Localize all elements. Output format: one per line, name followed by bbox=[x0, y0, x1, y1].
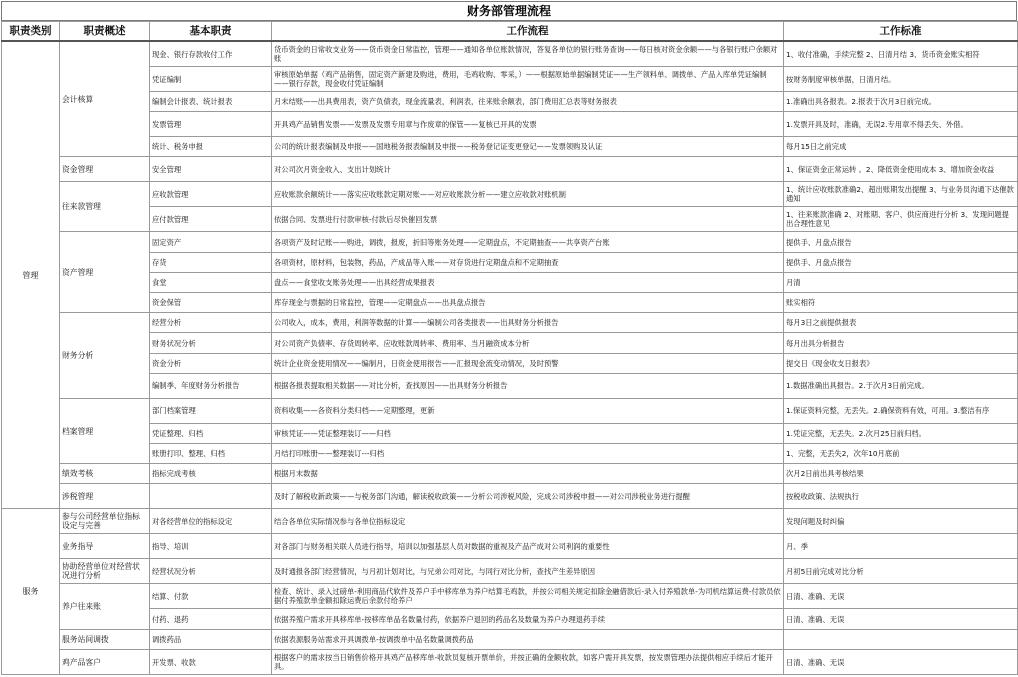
overview-cell: 会计核算 bbox=[60, 41, 150, 157]
standard-cell: 1、保证资金正常运转 。2、降低资金使用成本 3、增加资金收益 bbox=[784, 157, 1018, 182]
overview-cell: 绩效考核 bbox=[60, 464, 150, 484]
standard-cell: 1、往来账款准确 2、对账期、客户、供应商进行分析 3、发现问题提出合理性意见 bbox=[784, 207, 1018, 232]
table-row bbox=[2, 423, 1018, 443]
table-row bbox=[2, 272, 1018, 292]
overview-cell: 财务分析 bbox=[60, 313, 150, 399]
flow-cell: 库存现金与票据的日常监控，管理——定期盘点——出具盘点报告 bbox=[272, 293, 784, 313]
standard-cell: 按税收政策、法规执行 bbox=[784, 484, 1018, 509]
table-row bbox=[2, 464, 1018, 484]
duty-cell: 资金保管 bbox=[150, 293, 272, 313]
duty-cell: 应收款管理 bbox=[150, 182, 272, 207]
table-row bbox=[2, 157, 1018, 182]
standard-cell: 次月2日前出具考核结果 bbox=[784, 464, 1018, 484]
header-category: 职责类别 bbox=[2, 22, 60, 42]
duty-cell: 资金分析 bbox=[150, 353, 272, 373]
flow-cell: 依据表源服务站需求开具调拨单-按调拨单中品名数量调拨药品 bbox=[272, 629, 784, 649]
standard-cell: 日清、准确、无误 bbox=[784, 650, 1018, 675]
table-row bbox=[2, 333, 1018, 353]
duty-cell: 应付款管理 bbox=[150, 207, 272, 232]
flow-cell: 月结打印账册——整理装订---归档 bbox=[272, 444, 784, 464]
flow-cell: 审核凭证——凭证整理装订——归档 bbox=[272, 423, 784, 443]
duty-cell: 发票管理 bbox=[150, 112, 272, 137]
standard-cell: 提供手、月盘点报告 bbox=[784, 232, 1018, 252]
table-row bbox=[2, 41, 1018, 67]
flow-cell: 对各部门与财务相关联人员进行指导，培训以加强基层人员对数据的重视及产品产成对公司利润的重要性 bbox=[272, 534, 784, 559]
table-row bbox=[2, 609, 1018, 629]
table-row bbox=[2, 313, 1018, 333]
duty-cell: 凭证编制 bbox=[150, 67, 272, 92]
flow-cell: 公司的统计报表编制及申报——国地税务报表编制及申报——税务登记证变更登记——发票领购及认证 bbox=[272, 137, 784, 157]
table-row bbox=[2, 112, 1018, 137]
table-row bbox=[2, 559, 1018, 584]
flow-cell: 根据月末数据 bbox=[272, 464, 784, 484]
flow-cell: 结合各单位实际情况参与各单位指标设定 bbox=[272, 509, 784, 534]
standard-cell: 月、季 bbox=[784, 534, 1018, 559]
standard-cell: 日清、准确、无误 bbox=[784, 609, 1018, 629]
overview-cell: 涉税管理 bbox=[60, 484, 150, 509]
duty-cell: 编制季、年度财务分析报告 bbox=[150, 373, 272, 398]
flow-cell: 货币资金的日常收支业务——货币资金日常监控，管理——通知各单位账款情况，答复各单位的银行账务查询——每日核对资金余额——与各银行账户余额对账 bbox=[272, 41, 784, 67]
duty-cell: 指标完成考核 bbox=[150, 464, 272, 484]
category-cell: 服务 bbox=[2, 509, 60, 675]
flow-cell: 公司收入，成本，费用，利润等数据的计算——编制公司各类报表——出具财务分析报告 bbox=[272, 313, 784, 333]
flow-cell: 对公司资产负债率、存货周转率、应收账款周转率、费用率、当月融资成本分析 bbox=[272, 333, 784, 353]
standard-cell: 每月15日之前完成 bbox=[784, 137, 1018, 157]
sheet-title: 财务部管理流程 bbox=[1, 1, 1017, 21]
duty-cell: 对各经营单位的指标设定 bbox=[150, 509, 272, 534]
standard-cell: 1、完整，无丢失2，次年10月底前 bbox=[784, 444, 1018, 464]
duty-cell: 付药、退药 bbox=[150, 609, 272, 629]
overview-cell: 往来款管理 bbox=[60, 182, 150, 232]
duty-cell: 编制会计报表、统计报表 bbox=[150, 92, 272, 112]
standard-cell: 1.凭证完整，无丢失。2.次月25日前归档。 bbox=[784, 423, 1018, 443]
table-row bbox=[2, 293, 1018, 313]
category-cell: 管理 bbox=[2, 41, 60, 509]
flow-cell: 依据养殖户需求开具移库单-按移库单品名数量付药，依据养户退回的药品名及数量为养户办理退药手续 bbox=[272, 609, 784, 629]
flow-cell: 资料收集——各资料分类归档——定期整理，更新 bbox=[272, 398, 784, 423]
duty-cell: 凭证整理、归档 bbox=[150, 423, 272, 443]
standard-cell: 1、统计应收账款准确2、超出账期发出提醒 3、与业务员沟通下达催款通知 bbox=[784, 182, 1018, 207]
flow-cell: 开具鸡产品销售发票——发票及发票专用章与作废章的保管——复核已开具的发票 bbox=[272, 112, 784, 137]
table-row bbox=[2, 252, 1018, 272]
flow-cell: 统计企业资金使用情况——编制月，日资金使用报告——汇报现金流变动情况，及时预警 bbox=[272, 353, 784, 373]
header-flow: 工作流程 bbox=[272, 22, 784, 42]
overview-cell: 业务指导 bbox=[60, 534, 150, 559]
standard-cell: 月初5日前完成对比分析 bbox=[784, 559, 1018, 584]
table-row bbox=[2, 650, 1018, 675]
overview-cell: 鸡产品客户 bbox=[60, 650, 150, 675]
standard-cell: 发现问题及时纠偏 bbox=[784, 509, 1018, 534]
duty-cell: 账册打印、整理、归档 bbox=[150, 444, 272, 464]
flow-cell: 及时通报各部门经营情况，与月初计划对比，与兄弟公司对比，与同行对比分析，查找产生差异原因 bbox=[272, 559, 784, 584]
standard-cell: 账实相符 bbox=[784, 293, 1018, 313]
table-row bbox=[2, 373, 1018, 398]
flow-cell: 根据各报表提取相关数据——对比分析，查找原因——出具财务分析报告 bbox=[272, 373, 784, 398]
overview-cell: 服务站间调拨 bbox=[60, 629, 150, 649]
flow-cell: 检查、统计、录入过磅单-利用商品代软件及养户手中移库单为养户结算毛鸡款，并按公司相关规定扣除金融借款后-录入付养殖款单-为司机结算运费-付款员依据付养殖款单金额扣除运费后余款付给养户 bbox=[272, 584, 784, 609]
standard-cell bbox=[784, 629, 1018, 649]
header-row bbox=[2, 22, 1018, 42]
standard-cell: 月清 bbox=[784, 272, 1018, 292]
duty-cell: 食堂 bbox=[150, 272, 272, 292]
standard-cell: 1、收付准确，手续完整 2、日清月结 3、货币资金账实相符 bbox=[784, 41, 1018, 67]
flow-cell: 及时了解税收新政策——与税务部门沟通，解读税收政策——分析公司涉税风险，完成公司涉税申报——对公司涉税业务进行提醒 bbox=[272, 484, 784, 509]
table-row bbox=[2, 584, 1018, 609]
standard-cell: 每月出具分析报告 bbox=[784, 333, 1018, 353]
spreadsheet bbox=[1, 1, 1017, 675]
table-row bbox=[2, 353, 1018, 373]
standard-cell: 1.发票开具及时，准确，无误2.专用章不得丢失、外借。 bbox=[784, 112, 1018, 137]
header-duty: 基本职责 bbox=[150, 22, 272, 42]
flow-cell: 根据客户的需求按当日销售价格开具鸡产品移库单-收款员复核开票单价，并按正确的金额收款，如客户需开具发票，按发票管理办法提供相应手续后才能开具。 bbox=[272, 650, 784, 675]
table-row bbox=[2, 207, 1018, 232]
duty-cell: 部门档案管理 bbox=[150, 398, 272, 423]
header-overview: 职责概述 bbox=[60, 22, 150, 42]
standard-cell: 日清、准确、无误 bbox=[784, 584, 1018, 609]
flow-cell: 应收账款余额统计——落实应收账款定期对账——对应收账款分析——建立应收款对账机制 bbox=[272, 182, 784, 207]
duty-cell bbox=[150, 484, 272, 509]
standard-cell: 按财务制度审核单据，日清月结。 bbox=[784, 67, 1018, 92]
flow-cell: 盘点——食堂收支账务处理——出具经营成果报表 bbox=[272, 272, 784, 292]
overview-cell: 协助经营单位对经营状况进行分析 bbox=[60, 559, 150, 584]
standard-cell: 1.准确出具各报表。2.报表于次月3日前完成。 bbox=[784, 92, 1018, 112]
duty-cell: 结算、付款 bbox=[150, 584, 272, 609]
duty-cell: 安全管理 bbox=[150, 157, 272, 182]
flow-cell: 各项资产及时记账——购进，调拨，报废，折旧等账务处理——定期盘点，不定期抽查——共享资产台账 bbox=[272, 232, 784, 252]
table-row bbox=[2, 444, 1018, 464]
table-row bbox=[2, 137, 1018, 157]
duty-cell: 指导、培训 bbox=[150, 534, 272, 559]
overview-cell: 资产管理 bbox=[60, 232, 150, 313]
standard-cell: 1.数据准确出具报告。2.于次月3日前完成。 bbox=[784, 373, 1018, 398]
duty-cell: 财务状况分析 bbox=[150, 333, 272, 353]
table-row bbox=[2, 398, 1018, 423]
flow-cell: 对公司次月资金收入、支出计划统计 bbox=[272, 157, 784, 182]
flow-cell: 依据合同、发票进行付款审核-付款后尽快催回发票 bbox=[272, 207, 784, 232]
table-row bbox=[2, 182, 1018, 207]
table-row bbox=[2, 92, 1018, 112]
duty-cell: 经营状况分析 bbox=[150, 559, 272, 584]
standard-cell: 1.保证资料完整，无丢失。2.确保资料有效，可用。3.整洁有序 bbox=[784, 398, 1018, 423]
duty-cell: 调拨药品 bbox=[150, 629, 272, 649]
overview-cell: 档案管理 bbox=[60, 398, 150, 463]
duty-cell: 经营分析 bbox=[150, 313, 272, 333]
table-row bbox=[2, 232, 1018, 252]
flow-cell: 月末结账——出具费用表，资产负债表，现金流量表，利润表，往来账余额表，部门费用汇总表等财务报表 bbox=[272, 92, 784, 112]
overview-cell: 养户往来账 bbox=[60, 584, 150, 629]
overview-cell: 参与公司经营单位指标设定与完善 bbox=[60, 509, 150, 534]
table-body bbox=[2, 41, 1018, 675]
duty-cell: 开发票、收款 bbox=[150, 650, 272, 675]
duty-cell: 统计、税务申报 bbox=[150, 137, 272, 157]
table-row bbox=[2, 534, 1018, 559]
table-row bbox=[2, 629, 1018, 649]
overview-cell: 资金管理 bbox=[60, 157, 150, 182]
duty-cell: 现金、银行存款收付工作 bbox=[150, 41, 272, 67]
table-row bbox=[2, 509, 1018, 534]
standard-cell: 提交日《现金收支日报表》 bbox=[784, 353, 1018, 373]
table-row bbox=[2, 484, 1018, 509]
standard-cell: 每月3日之前提供报表 bbox=[784, 313, 1018, 333]
standard-cell: 提供手、月盘点报告 bbox=[784, 252, 1018, 272]
duty-cell: 存货 bbox=[150, 252, 272, 272]
header-standard: 工作标准 bbox=[784, 22, 1018, 42]
process-table bbox=[1, 21, 1018, 675]
flow-cell: 审核原始单据（鸡产品销售，固定资产新建及购进，费用，毛鸡收购、零采，）——根据原始单据编制凭证——生产领料单、调拨单、产品入库单凭证编制——银行存款，现金收付凭证编制 bbox=[272, 67, 784, 92]
table-row bbox=[2, 67, 1018, 92]
flow-cell: 各项资材，原材料，包装物，药品，产成品等入账——对存货进行定期盘点和不定期抽查 bbox=[272, 252, 784, 272]
duty-cell: 固定资产 bbox=[150, 232, 272, 252]
